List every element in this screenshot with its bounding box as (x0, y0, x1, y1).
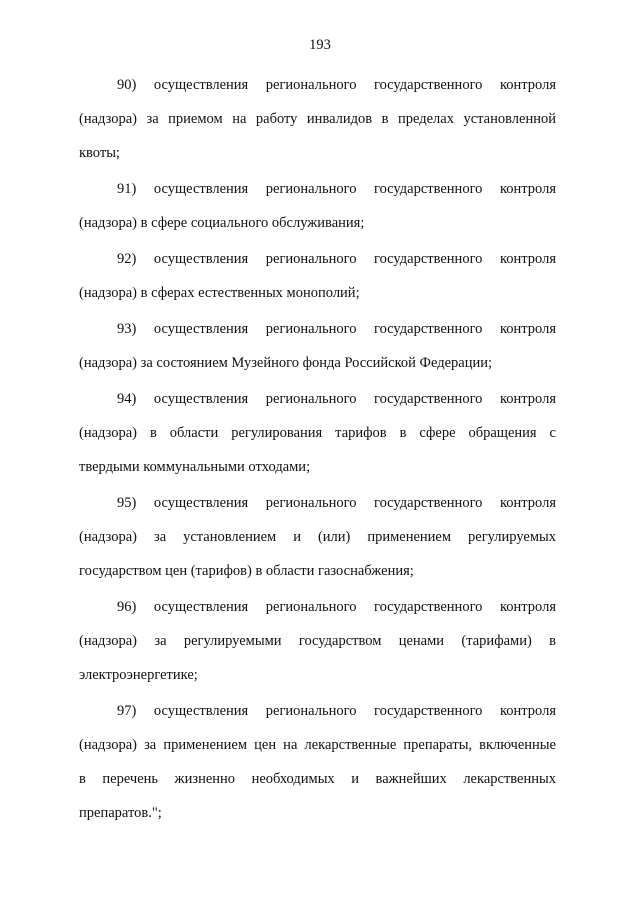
item-text-line: государством цен (тарифов) в области газоснабжения; (79, 563, 414, 579)
list-item-97 (79, 694, 556, 830)
list-item-90 (79, 68, 556, 170)
item-lead-line: 93) осуществления регионального государственного контроля (117, 321, 556, 337)
item-lead-line: 90) осуществления регионального государственного контроля (117, 77, 556, 93)
item-text-line: (надзора) в сфере социального обслуживания; (79, 215, 365, 231)
list-item-91 (79, 172, 556, 240)
list-item-92 (79, 242, 556, 310)
item-lead-line: 91) осуществления регионального государственного контроля (117, 181, 556, 197)
item-text-line: электроэнергетике; (79, 667, 198, 683)
item-lead-line: 97) осуществления регионального государственного контроля (117, 703, 556, 719)
item-text-line: (надзора) в области регулирования тарифов в сфере обращения с (79, 425, 556, 441)
item-lead-line: 94) осуществления регионального государственного контроля (117, 391, 556, 407)
list-item-95 (79, 486, 556, 588)
list-item-94 (79, 382, 556, 484)
item-lead-line: 96) осуществления регионального государственного контроля (117, 599, 556, 615)
list-item-93 (79, 312, 556, 380)
item-text-line: (надзора) за регулируемыми государством ценами (тарифами) в (79, 633, 556, 649)
item-text-line: (надзора) за установлением и (или) применением регулируемых (79, 529, 556, 545)
item-text-line: (надзора) за применением цен на лекарственные препараты, включенные (79, 737, 556, 753)
item-text-line: квоты; (79, 145, 120, 161)
page-number: 193 (309, 37, 331, 53)
document-body (79, 68, 556, 832)
item-lead-line: 92) осуществления регионального государственного контроля (117, 251, 556, 267)
item-text-line: (надзора) за состоянием Музейного фонда Российской Федерации; (79, 355, 493, 371)
item-text-line: (надзора) в сферах естественных монополий; (79, 285, 360, 301)
item-text-line: препаратов."; (79, 805, 162, 821)
item-text-line: твердыми коммунальными отходами; (79, 459, 311, 475)
list-item-96 (79, 590, 556, 692)
item-text-line: (надзора) за приемом на работу инвалидов в пределах установленной (79, 111, 556, 127)
item-text-line: в перечень жизненно необходимых и важнейших лекарственных (79, 771, 556, 787)
item-lead-line: 95) осуществления регионального государственного контроля (117, 495, 556, 511)
